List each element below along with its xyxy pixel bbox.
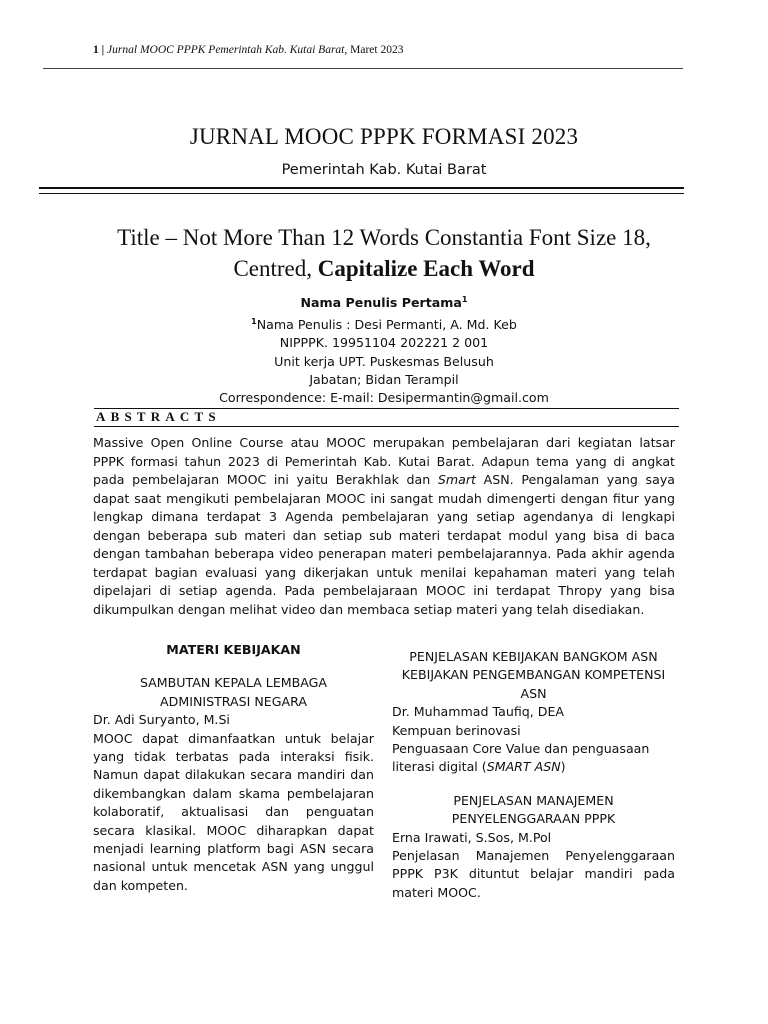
right-column: [392, 648, 675, 902]
left-column: [93, 641, 374, 895]
paper-title-line2: Centred,: [233, 256, 318, 281]
right-heading2-line2: PENYELENGGARAAN PPPK: [451, 811, 616, 827]
header-rule: [43, 68, 683, 69]
sub-heading-line1: SAMBUTAN KEPALA LEMBAGA: [139, 675, 328, 691]
right-point1: Kempuan berinovasi: [392, 722, 521, 738]
author-unit: Unit kerja UPT. Puskesmas Belusuh: [274, 353, 494, 369]
running-header: [93, 44, 403, 56]
lead-author-sup: 1: [461, 295, 468, 304]
author-nipppk: NIPPPK. 19951104 202221 2 001: [279, 335, 489, 351]
lead-author-name: Nama Penulis Pertama: [300, 295, 462, 311]
right-point2-text: Penguasaan Core Value dan penguasaan literasi digital (: [392, 741, 650, 775]
abstract-text-part2: ASN. Pengalaman yang saya dapat saat mengikuti pembelajaran MOOC ini sangat mudah dimengerti dengan fitur yang lengkap dimana terdapat 3 Agenda pembelajaran yang setiap agendanya di lengkapi dengan beberapa sub materi dan setiap sub materi terdapat modul yang bisa di baca dengan tambahan beberapa video penerapan materi pembelajarannya. Pada akhir agenda terdapat bagian evaluasi yang dikerjakan untuk menilai kepahaman materi yang telah dipelajari di setiap agenda. Pada pembelajaraan MOOC ini terdapat Thropy yang bisa dikumpulkan dengan melihat video dan membaca setiap materi yang telah disediakan.: [93, 472, 675, 617]
paper-title-line1: Title – Not More Than 12 Words Constantia Font Size 18,: [117, 225, 651, 250]
sub-heading-line2: ADMINISTRASI NEGARA: [160, 693, 307, 709]
right-point2-italic: SMART ASN: [486, 759, 561, 775]
running-header-date: , Maret 2023: [344, 44, 404, 56]
author-jabatan: Jabatan; Bidan Terampil: [309, 372, 459, 387]
journal-title: JURNAL MOOC PPPK FORMASI 2023: [189, 124, 579, 149]
right-heading1-line1: PENJELASAN KEBIJAKAN BANGKOM ASN: [409, 649, 658, 664]
abstract-text-italic: Smart: [437, 472, 476, 487]
affiliation-sup: 1: [251, 316, 257, 326]
running-header-journal: Jurnal MOOC PPPK Pemerintah Kab. Kutai Barat: [107, 44, 345, 56]
author-correspondence: Correspondence: E-mail: Desipermantin@gmail.com: [219, 390, 549, 406]
page-number: 1 |: [93, 44, 105, 56]
author-block: [0, 291, 768, 408]
section-heading-materi: MATERI KEBIJAKAN: [166, 642, 301, 657]
double-rule-thick: [39, 187, 684, 189]
abstract-heading: ABSTRACTS: [96, 409, 221, 424]
lead-author: [0, 291, 768, 313]
double-rule-thin: [39, 193, 684, 194]
right-point2: [392, 740, 675, 777]
right-body2: Penjelasan Manajemen Penyelenggaraan PPPK P3K dituntut belajar mandiri pada materi MOOC.: [392, 848, 675, 900]
author-name-line: [0, 313, 768, 335]
paper-title-bold: Capitalize Each Word: [317, 256, 535, 281]
speaker-right-1: Dr. Muhammad Taufiq, DEA: [392, 704, 565, 720]
right-heading2-line1: PENJELASAN MANAJEMEN: [453, 792, 614, 808]
abstract-rule-bottom: [94, 426, 679, 427]
author-name: Nama Penulis : Desi Permanti, A. Md. Keb: [256, 316, 517, 332]
paper-title: [60, 222, 708, 284]
abstract-body: [93, 434, 675, 619]
abstract-text-part1: Massive Open Online Course atau MOOC merupakan pembelajaran dari kegiatan latsar PPPK formasi tahun 2023 di Pemerintah Kab. Kutai Barat. Adapun tema yang di angkat pada pembelajaran MOOC ini yaitu Berakhlak dan: [93, 435, 675, 487]
speaker-left: Dr. Adi Suryanto, M.Si: [93, 712, 230, 728]
speaker-right-2: Erna Irawati, S.Sos, M.Pol: [392, 829, 552, 845]
right-point2-close: ): [560, 759, 566, 775]
right-heading1-line3: ASN: [520, 685, 547, 701]
left-body: MOOC dapat dimanfaatkan untuk belajar yang tidak terbatas pada interaksi fisik. Namun dapat dilakukan secara mandiri dan dikembangkan dalam skama pembelajaran kolaboratif, aktualisasi dan penguatan secara klasikal. MOOC diharapkan dapat menjadi learning platform bagi ASN secara nasional untuk mencetak ASN yang unggul dan kompeten.: [93, 730, 374, 893]
right-heading1-line2: KEBIJAKAN PENGEMBANGAN KOMPETENSI: [401, 667, 666, 683]
journal-subtitle: Pemerintah Kab. Kutai Barat: [281, 162, 487, 178]
